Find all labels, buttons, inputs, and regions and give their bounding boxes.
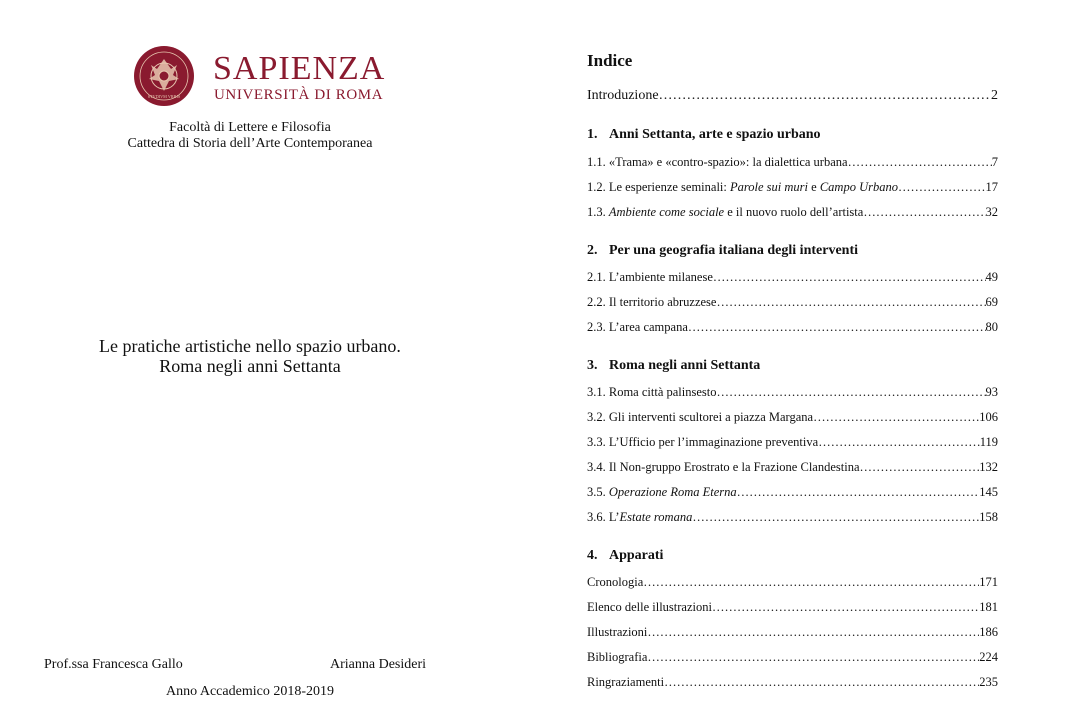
toc-entry[interactable]: [587, 180, 998, 195]
toc-entry-label: Introduzione: [587, 88, 659, 103]
toc-entry-text: e: [808, 180, 820, 194]
toc-entry-number: 2.2.: [587, 295, 606, 309]
toc-entry-number: 3.5.: [587, 485, 606, 499]
index-page: [560, 0, 1086, 720]
toc-entry-label: [587, 205, 863, 220]
title-page: [0, 0, 520, 720]
chair-name: Cattedra di Storia dell’Arte Contemporanea: [127, 136, 373, 151]
toc-page-number: 7: [991, 155, 998, 169]
chapter-number: 3.: [587, 358, 598, 373]
toc-entry-label: [587, 600, 712, 615]
university-subtitle: UNIVERSITÀ DI ROMA: [214, 87, 384, 103]
toc-entry-label: [587, 625, 647, 640]
chapter-heading: [587, 243, 858, 259]
toc-entry[interactable]: [587, 385, 998, 400]
toc-entry-number: 2.1.: [587, 270, 606, 284]
toc-entry[interactable]: [587, 510, 998, 525]
chapter-number: 4.: [587, 548, 598, 563]
toc-leader-dots: [664, 675, 979, 690]
toc-page-number: 80: [985, 320, 998, 334]
toc-entry-text: L’: [608, 510, 620, 524]
toc-leader-dots: [647, 650, 979, 665]
student-name: Arianna Desideri: [330, 657, 427, 672]
toc-page-number: 93: [985, 385, 998, 399]
toc-entry-label: [587, 385, 717, 400]
toc-leader-dots: [659, 88, 991, 104]
toc-entry[interactable]: [587, 270, 998, 285]
toc-entry-number: 1.3.: [587, 205, 606, 219]
faculty-name: Facoltà di Lettere e Filosofia: [169, 120, 331, 135]
chapter-heading: [587, 548, 663, 564]
toc-entry[interactable]: [587, 625, 998, 640]
toc-entry-label: [587, 650, 647, 665]
toc-entry-number: 3.6.: [587, 510, 606, 524]
toc-page-number: 49: [985, 270, 998, 284]
toc-page-number: 17: [985, 180, 998, 194]
toc-entry-text: Il territorio abruzzese: [608, 295, 717, 309]
toc-leader-dots: [647, 625, 979, 640]
toc-leader-dots: [692, 510, 979, 525]
university-logo: [133, 45, 386, 115]
toc-page-number: 32: [985, 205, 998, 219]
chapter-title: Anni Settanta, arte e spazio urbano: [609, 127, 821, 142]
toc-entry[interactable]: [587, 675, 998, 690]
toc-entry-label: [587, 485, 737, 500]
toc-entry-text: Le esperienze seminali:: [608, 180, 730, 194]
toc-entry-text: Campo Urbano: [819, 180, 898, 194]
toc-leader-dots: [716, 295, 985, 310]
toc-entry-label: [587, 155, 848, 170]
toc-entry-text: Operazione Roma Eterna: [608, 485, 737, 499]
toc-entry-text: Ringraziamenti: [587, 675, 665, 689]
toc-page-number: 181: [979, 600, 998, 614]
toc-entry[interactable]: [587, 650, 998, 665]
toc-entry-number: 3.1.: [587, 385, 606, 399]
chapter-title: Roma negli anni Settanta: [609, 358, 761, 373]
toc-leader-dots: [818, 435, 980, 450]
sapienza-seal-icon: [133, 45, 195, 107]
toc-entry-text: L’area campana: [608, 320, 688, 334]
toc-entry-number: 1.2.: [587, 180, 606, 194]
toc-entry-label: [587, 675, 664, 690]
toc-leader-dots: [737, 485, 980, 500]
toc-entry-text: Elenco delle illustrazioni: [587, 600, 712, 614]
toc-page-number: 235: [979, 675, 998, 689]
toc-entry-number: 3.3.: [587, 435, 606, 449]
toc-page-number: 2: [991, 88, 998, 103]
toc-entry-label: [587, 320, 688, 335]
toc-leader-dots: [813, 410, 979, 425]
chapter-title: Apparati: [609, 548, 664, 563]
toc-page-number: 145: [979, 485, 998, 499]
toc-entry-text: Cronologia: [587, 575, 644, 589]
toc-page-number: 186: [979, 625, 998, 639]
toc-entry-label: [587, 270, 713, 285]
toc-leader-dots: [863, 205, 985, 220]
toc-entry[interactable]: [587, 600, 998, 615]
toc-entry-label: [587, 510, 692, 525]
toc-leader-dots: [713, 270, 986, 285]
toc-entry-text: Roma città palinsesto: [608, 385, 717, 399]
university-name: SAPIENZA: [213, 50, 386, 87]
toc-entry-label: [587, 180, 898, 195]
toc-entry-text: L’ambiente milanese: [608, 270, 713, 284]
toc-entry-number: 3.2.: [587, 410, 606, 424]
toc-entry-text: Il Non-gruppo Erostrato e la Frazione Clandestina: [608, 460, 860, 474]
toc-entry-text: Ambiente come sociale: [608, 205, 725, 219]
toc-entry-text: Illustrazioni: [587, 625, 648, 639]
toc-page-number: 119: [979, 435, 998, 449]
toc-entry-text: Parole sui muri: [730, 180, 809, 194]
toc-page-number: 224: [979, 650, 998, 664]
toc-leader-dots: [712, 600, 979, 615]
toc-leader-dots: [898, 180, 986, 195]
seal-motto: STVDIVM VRBIS: [147, 94, 181, 99]
toc-page-number: 132: [979, 460, 998, 474]
toc-entry[interactable]: [587, 205, 998, 220]
toc-leader-dots: [860, 460, 980, 475]
toc-entry[interactable]: [587, 155, 998, 170]
chapter-number: 2.: [587, 243, 598, 258]
toc-page-number: 69: [985, 295, 998, 309]
professor-name: Prof.ssa Francesca Gallo: [44, 657, 183, 672]
academic-year: Anno Accademico 2018-2019: [166, 684, 334, 699]
toc-leader-dots: [643, 575, 979, 590]
toc-entry-text: Estate romana: [619, 510, 693, 524]
toc-entry[interactable]: [587, 295, 998, 310]
toc-entry[interactable]: [587, 320, 998, 335]
toc-entry-number: 2.3.: [587, 320, 606, 334]
thesis-title-line1: Le pratiche artistiche nello spazio urbano.: [99, 336, 401, 356]
toc-entry-text: e il nuovo ruolo dell’artista: [724, 205, 864, 219]
chapter-heading: [587, 127, 821, 143]
toc-entry[interactable]: [587, 435, 998, 450]
toc-entry-introduction[interactable]: [587, 88, 998, 104]
toc-page-number: 106: [979, 410, 998, 424]
toc-entry-number: 3.4.: [587, 460, 606, 474]
toc-leader-dots: [848, 155, 992, 170]
toc-entry-number: 1.1.: [587, 155, 606, 169]
toc-page-number: 158: [979, 510, 998, 524]
thesis-title-line2: Roma negli anni Settanta: [159, 356, 341, 376]
toc-entry[interactable]: [587, 410, 998, 425]
index-title: Indice: [587, 51, 633, 70]
toc-entry-label: [587, 435, 818, 450]
toc-leader-dots: [688, 320, 986, 335]
toc-entry-text: «Trama» e «contro-spazio»: la dialettica urbana: [608, 155, 848, 169]
toc-entry-text: L’Ufficio per l’immaginazione preventiva: [608, 435, 819, 449]
toc-page-number: 171: [979, 575, 998, 589]
toc-entry-label: [587, 575, 643, 590]
chapter-heading: [587, 358, 760, 374]
chapter-title: Per una geografia italiana degli interventi: [609, 243, 858, 258]
chapter-number: 1.: [587, 127, 598, 142]
toc-leader-dots: [717, 385, 986, 400]
toc-entry[interactable]: [587, 485, 998, 500]
toc-entry-text: Bibliografia: [587, 650, 648, 664]
toc-entry-label: [587, 410, 813, 425]
toc-entry-label: [587, 460, 860, 475]
toc-entry[interactable]: [587, 460, 998, 475]
toc-entry[interactable]: [587, 575, 998, 590]
toc-entry-text: Gli interventi scultorei a piazza Margana: [608, 410, 814, 424]
toc-entry-label: [587, 295, 716, 310]
